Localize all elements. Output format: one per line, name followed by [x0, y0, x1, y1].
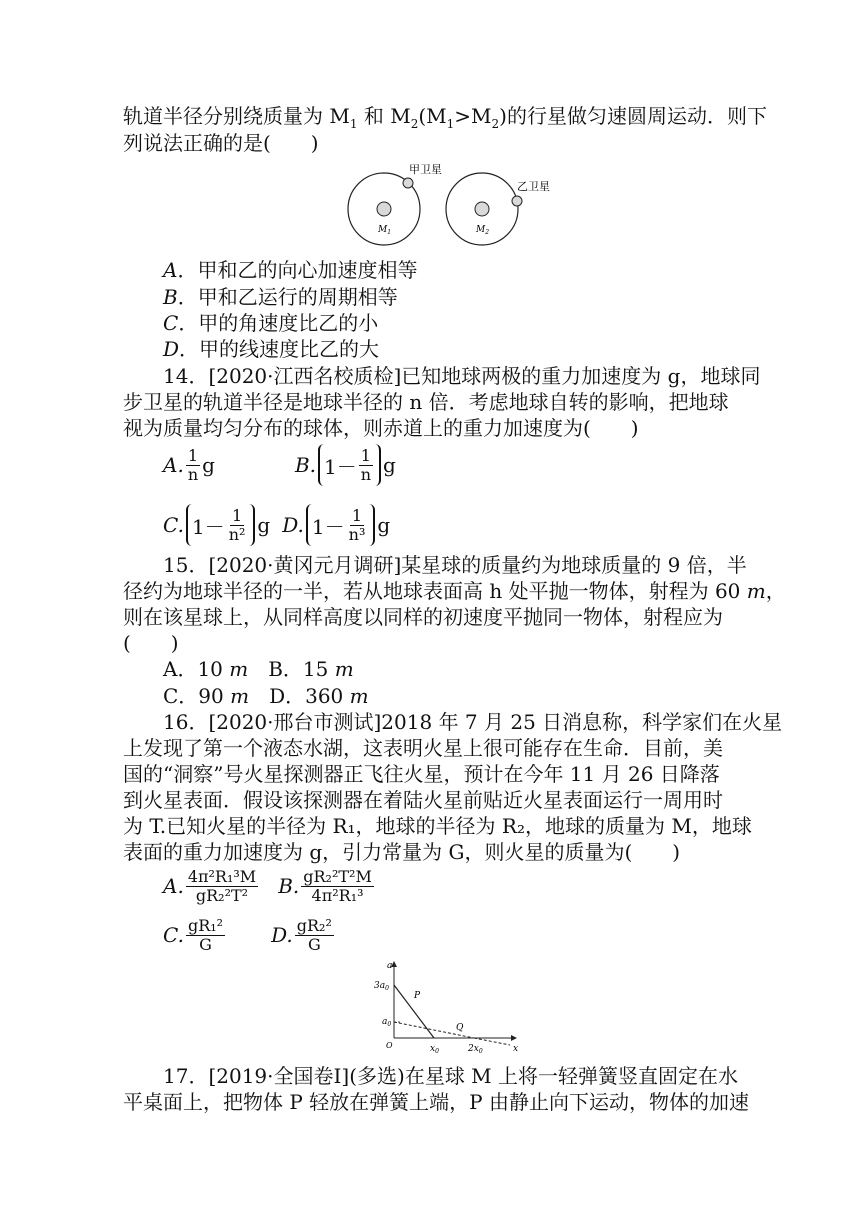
svg-text:O: O — [386, 1041, 393, 1050]
q13-option-d: D．甲的线速度比乙的大 — [163, 337, 380, 361]
label-yi-satellite: 乙卫星 — [517, 180, 550, 193]
q16-a-fraction: $\frac{\text{4π²R₁³M}}{\text{gR₂²T²}}$ — [187, 866, 257, 905]
q15-options-ab: A．10 m B．15 m — [163, 657, 354, 681]
q17-text-line-2: 平桌面上，把物体 P 轻放在弹簧上端，P 由静止向下运动，物体的加速 — [123, 1090, 749, 1114]
q16-text-line-3: 国的“洞察”号火星探测器正飞往火星，预计在今年 11 月 26 日降落 — [123, 762, 720, 786]
line-Q-ext — [474, 1038, 510, 1045]
q13-option-c: C．甲的角速度比乙的小 — [163, 311, 379, 335]
planet-m2 — [475, 202, 489, 216]
q16-d-fraction: $\frac{\text{gR₂²}}{G}$ — [296, 915, 332, 954]
q16-c-fraction: $\frac{\text{gR₁²}}{G}$ — [187, 915, 224, 954]
q16-options-ab: A. $\frac{\text{4π²R₁³M}}{\text{gR₂²T²}}$ B. $\frac{\text{gR₂²T²M}}{\text{4π²R₁³}}$ — [163, 866, 372, 905]
q15-text-line-3: 则在该星球上，从同样高度以同样的初速度平抛同一物体，射程应为 — [123, 605, 723, 629]
q14-options-cd: C. 1－ $\frac{1}{\text{n²}}$ g D. 1－ $\frac{1}{\text{n³}}$ g — [163, 502, 390, 548]
q16-options-cd: C. $\frac{\text{gR₁²}}{G}$ D. $\frac{\text{gR₂²}}{G}$ — [163, 915, 332, 954]
q17-text-line-1: 17．[2019·全国卷Ⅰ](多选)在星球 M 上将一轻弹簧竖直固定在水 — [163, 1064, 739, 1088]
label-x0: $x_0$ — [430, 1044, 439, 1055]
q15-options-cd: C．90 m D．360 m — [163, 684, 369, 708]
svg-text:a: a — [387, 961, 393, 971]
label-m1: $M_1$ — [378, 225, 392, 236]
svg-text:P: P — [414, 991, 421, 1001]
q14-c-paren: 1－ $\frac{1}{\text{n²}}$ — [186, 504, 255, 546]
q14-a-fraction: $\frac{1}{n}$ — [187, 445, 199, 484]
q16-text-line-1: 16．[2020·邢台市测试]2018 年 7 月 25 日消息称，科学家们在火星 — [163, 710, 783, 734]
q13-text-line-2: 列说法正确的是( ) — [123, 131, 319, 155]
label-2x0: $2x_0$ — [468, 1044, 483, 1055]
label-3a0: $3a_0$ — [374, 981, 389, 992]
acceleration-displacement-graph — [370, 958, 530, 1060]
satellite-orbit-figure — [340, 163, 570, 249]
q16-b-fraction: $\frac{\text{gR₂²T²M}}{\text{4π²R₁³}}$ — [303, 866, 372, 905]
planet-m1 — [377, 202, 391, 216]
label-jia-satellite: 甲卫星 — [409, 163, 442, 176]
q13-option-a: A．甲和乙的向心加速度相等 — [163, 258, 418, 282]
label-a0: $a_0$ — [382, 1017, 392, 1028]
label-m2: $M_2$ — [476, 225, 490, 236]
q14-d-paren: 1－ $\frac{1}{\text{n³}}$ — [306, 504, 375, 546]
q14-b-paren: 1－ $\frac{1}{n}$ — [318, 444, 381, 486]
q13-option-b: B．甲和乙运行的周期相等 — [163, 285, 398, 309]
svg-text:x: x — [513, 1044, 519, 1054]
q14-text-line-2: 步卫星的轨道半径是地球半径的 n 倍．考虑地球自转的影响，把地球 — [123, 390, 729, 414]
q16-text-line-4: 到火星表面．假设该探测器在着陆火星前贴近火星表面运行一周用时 — [123, 788, 723, 812]
q15-text-line-1: 15．[2020·黄冈元月调研]某星球的质量约为地球质量的 9 倍，半 — [163, 553, 747, 577]
q16-text-line-2: 上发现了第一个液态水湖，这表明火星上很可能存在生命．目前，美 — [123, 736, 723, 760]
q16-text-line-5: 为 T.已知火星的半径为 R₁，地球的半径为 R₂，地球的质量为 M，地球 — [123, 814, 752, 838]
q15-text-line-2: 径约为地球半径的一半，若从地球表面高 h 处平抛一物体，射程为 60 m， — [123, 579, 786, 603]
satellite-yi — [512, 196, 522, 206]
q15-text-line-4: ( ) — [123, 631, 179, 655]
q14-text-line-3: 视为质量均匀分布的球体，则赤道上的重力加速度为( ) — [123, 416, 639, 440]
q16-text-line-6: 表面的重力加速度为 g，引力常量为 G，则火星的质量为( ) — [123, 840, 681, 864]
q14-options-ab: A. $\frac{1}{n}$ g B. 1－ $\frac{1}{n}$ g — [163, 442, 396, 488]
q14-text-line-1: 14．[2020·江西名校质检]已知地球两极的重力加速度为 g，地球同 — [163, 364, 761, 388]
q13-text-line-1: 轨道半径分别绕质量为 $M_1$ 和 $M_2(M_1>M_2)$的行星做匀速圆周运动．则下 — [123, 104, 767, 131]
satellite-jia — [403, 178, 413, 188]
svg-text:Q: Q — [456, 1023, 464, 1033]
